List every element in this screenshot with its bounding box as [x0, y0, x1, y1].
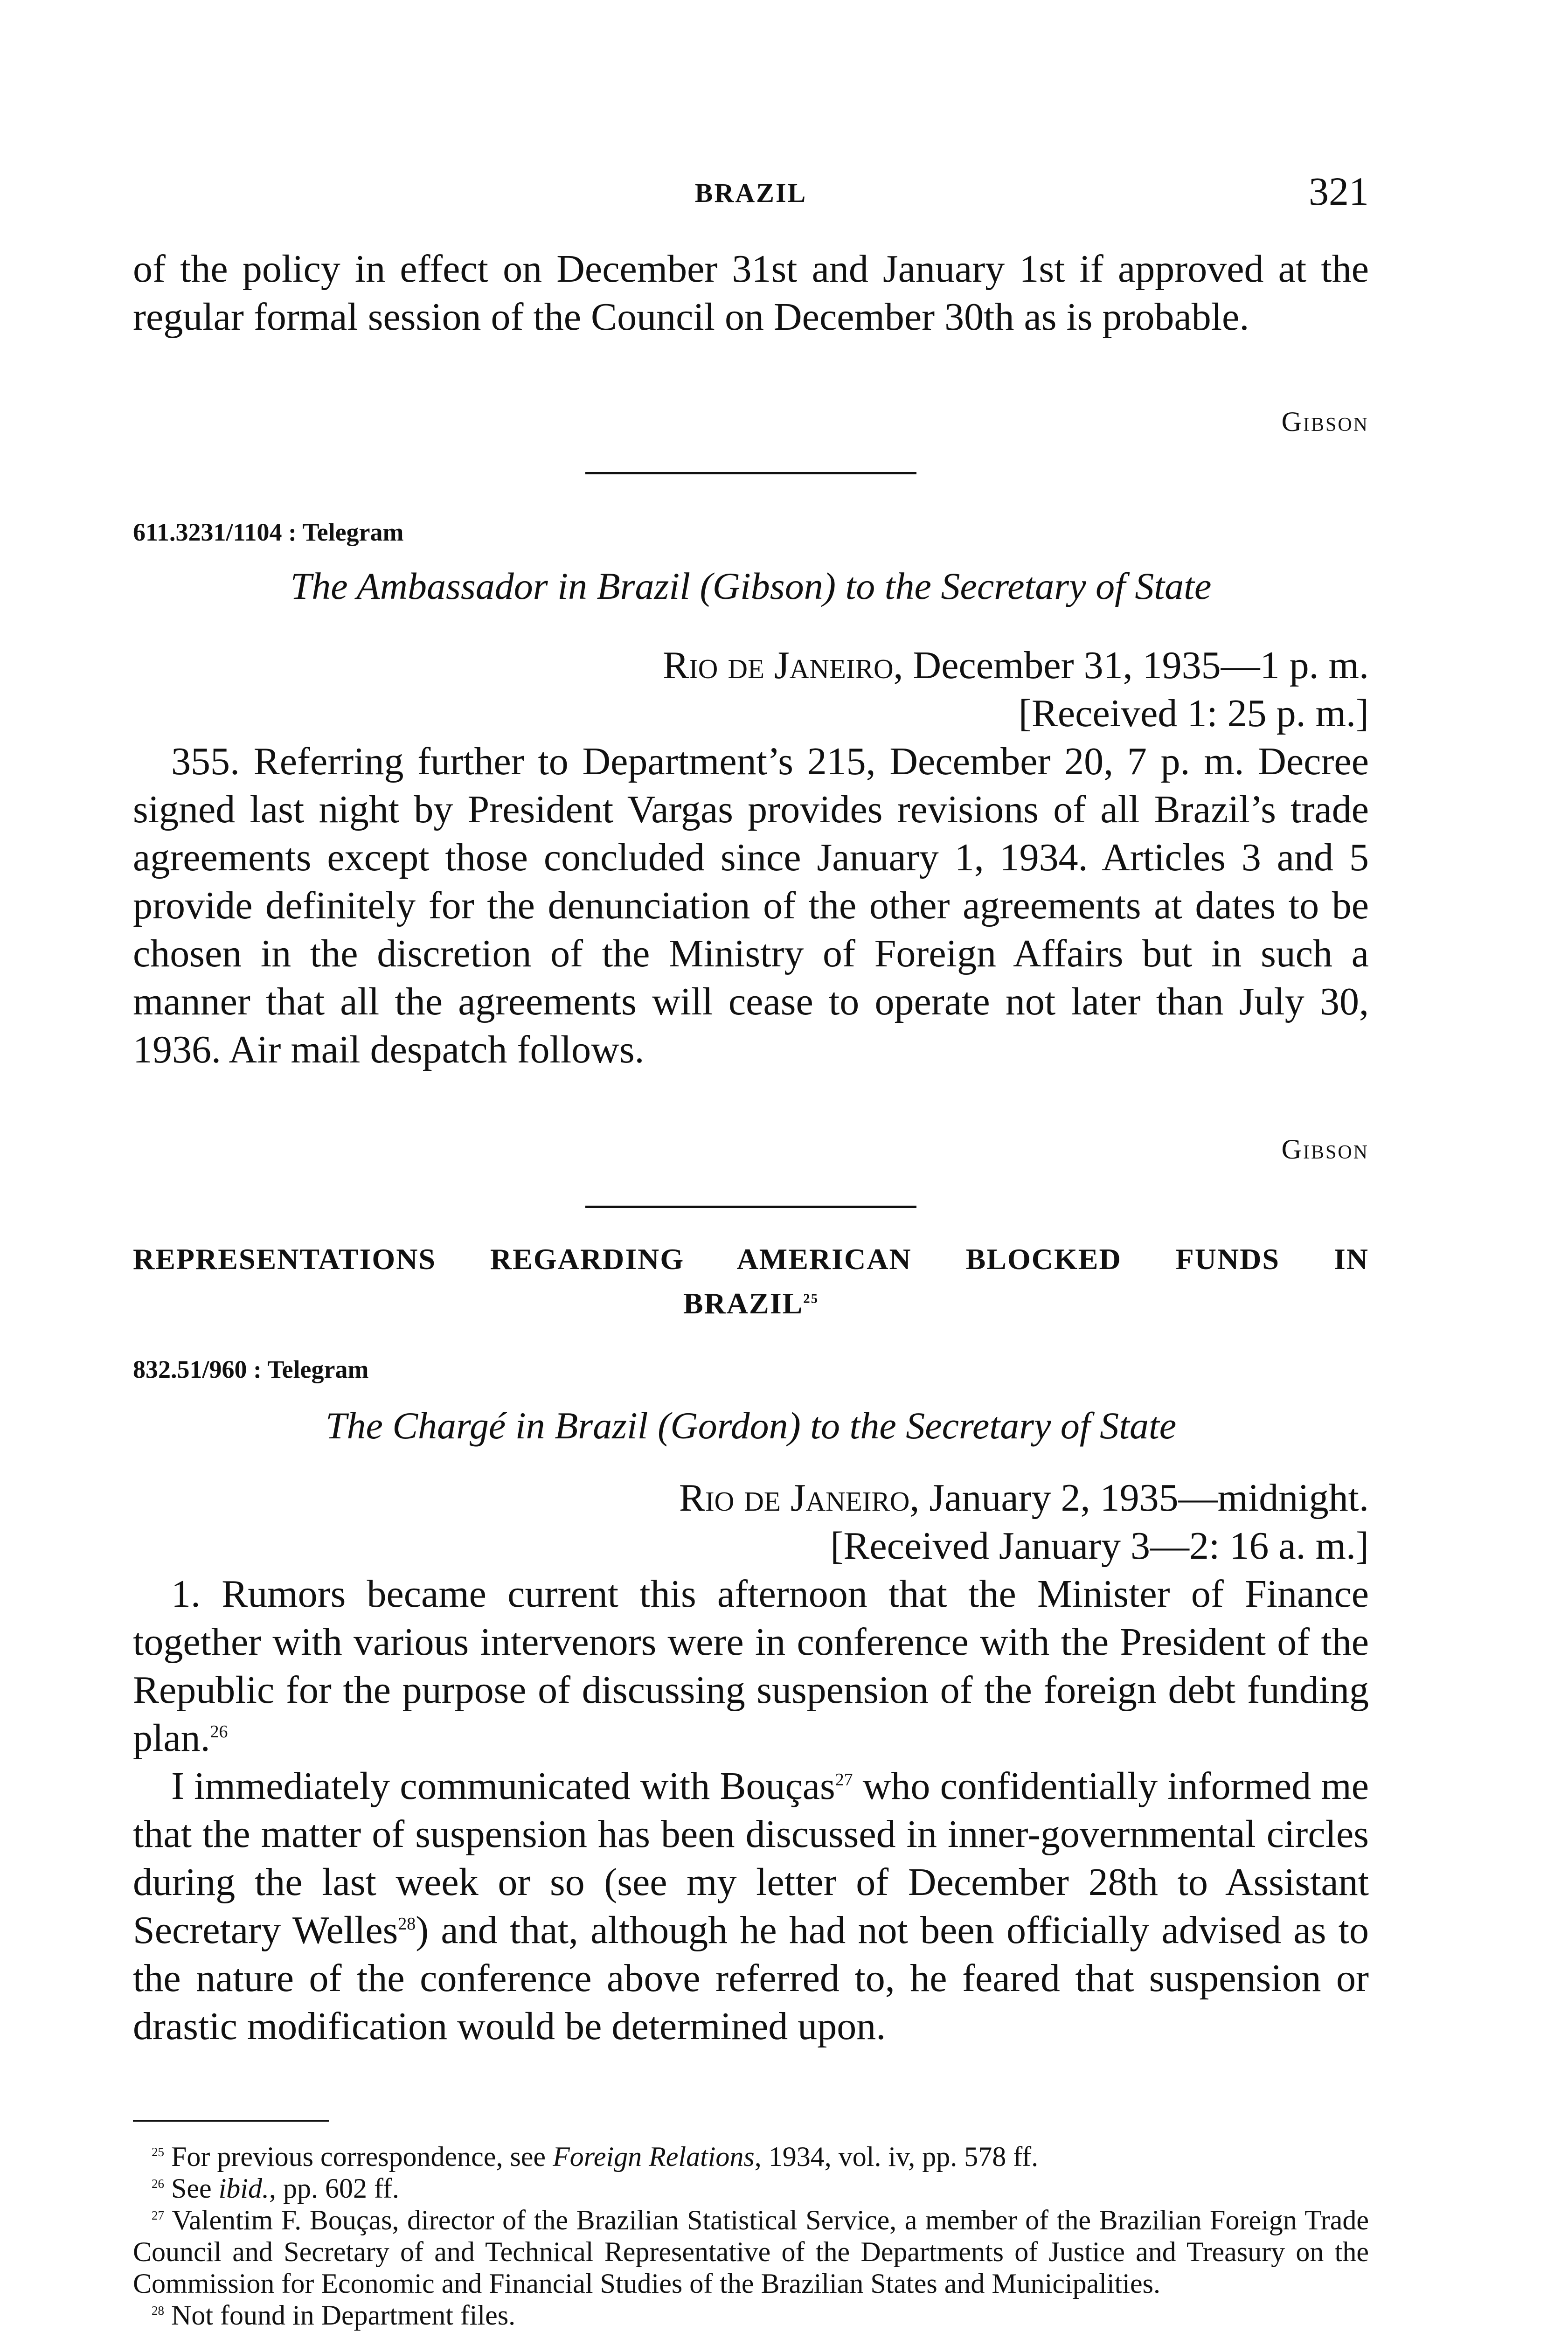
footnote-text-post: , pp. 602 ff. [269, 2173, 399, 2204]
footnote-ref-26: 26 [210, 1722, 228, 1742]
section-heading-line2 [133, 1285, 1369, 1322]
footnote-rule [133, 2120, 329, 2122]
footnote-num: 27 [152, 2208, 164, 2222]
signature-gibson-2: Gibson [1281, 1134, 1369, 1165]
footnote-ref-27: 27 [835, 1770, 853, 1790]
para-2-text-c: ) and that, although he had not been officially advised as to the nature of the conference above referred to, he feared that suspension or drastic modification would be determined upon. [133, 1909, 1369, 2048]
file-number-2: 832.51/960 : Telegram [133, 1355, 369, 1383]
telegram-body-1: 355. Referring further to Department’s 215, December 20, 7 p. m. Decree signed last night by President Vargas provides revisions of all Brazil’s trade agreements except those concluded since January 1, 1934. Articles 3 and 5 provide definitely for the denunciation of the other agreements at dates to be chosen in the discretion of the Ministry of Foreign Affairs but in such a manner that all the agreements will cease to operate not later than July 30, 1936. Air mail despatch follows. [133, 740, 1369, 1071]
signature-gibson-1: Gibson [1281, 406, 1369, 437]
footnotes [133, 2141, 1369, 2331]
footnote-ref-28: 28 [398, 1914, 416, 1934]
running-title: BRAZIL [694, 178, 807, 208]
footnote-text: Not found in Department files. [164, 2300, 516, 2331]
received-1: [Received 1: 25 p. m.] [1018, 692, 1369, 735]
footnote-title: Foreign Relations [553, 2141, 755, 2172]
footnote-27 [133, 2204, 1369, 2299]
document-heading-1: The Ambassador in Brazil (Gibson) to the Secretary of State [290, 565, 1212, 607]
page-number: 321 [1309, 169, 1369, 214]
footnote-title: ibid. [218, 2173, 269, 2204]
file-number-1: 611.3231/1104 : Telegram [133, 518, 404, 546]
dateline-date: , January 2, 1935—midnight. [909, 1476, 1369, 1520]
section-heading-line1: REPRESENTATIONS REGARDING AMERICAN BLOCKED FUNDS IN [133, 1242, 1369, 1276]
telegram-body-2-para-1 [133, 1570, 1369, 1762]
footnote-26 [133, 2172, 1369, 2204]
dateline-2 [133, 1474, 1369, 1522]
footnote-num: 25 [152, 2145, 164, 2159]
footnote-text: For previous correspondence, see [164, 2141, 553, 2172]
footnote-text: See [164, 2173, 219, 2204]
para-1-text: 1. Rumors became current this afternoon that the Minister of Finance together with various intervenors were in conference with the President of the Republic for the purpose of discussing suspension of the foreign debt funding plan. [133, 1572, 1369, 1760]
dateline-place: Rio de Janeiro [663, 644, 894, 687]
opening-paragraph: of the policy in effect on December 31st and January 1st if approved at the regular formal session of the Council on December 30th as is probable. [133, 247, 1369, 339]
footnote-28 [133, 2299, 1369, 2331]
running-head [133, 168, 1369, 215]
section-heading-text: BRAZIL [683, 1287, 804, 1320]
para-2-text-a: I immediately communicated with Bouças [171, 1764, 835, 1808]
separator-rule-2 [585, 1206, 916, 1208]
para-2-text-b: who confidentially informed me that the matter of suspension has been discussed in inner-governmental circles during the last week or so (see my letter of December 28th to Assistant Secretary Welles [133, 1764, 1369, 1952]
separator-rule [585, 472, 916, 474]
dateline-place: Rio de Janeiro [679, 1476, 910, 1520]
received-2: [Received January 3—2: 16 a. m.] [830, 1524, 1369, 1568]
dateline-date: , December 31, 1935—1 p. m. [893, 644, 1369, 687]
footnote-text: Valentim F. Bouças, director of the Brazilian Statistical Service, a member of the Brazilian Foreign Trade Council and Secretary of and Technical Representative of the Departments of Justice and Treasury on the Commission for Economic and Financial Studies of the Brazilian States and Municipalities. [133, 2205, 1369, 2299]
dateline-1 [133, 641, 1369, 689]
telegram-body-2-para-2 [133, 1762, 1369, 2050]
footnote-25 [133, 2141, 1369, 2172]
document-heading-2: The Chargé in Brazil (Gordon) to the Secretary of State [325, 1404, 1177, 1447]
footnote-num: 26 [152, 2177, 164, 2191]
footnote-text-post: , 1934, vol. iv, pp. 578 ff. [754, 2141, 1039, 2172]
footnote-ref-25: 25 [803, 1291, 819, 1306]
footnote-num: 28 [152, 2304, 164, 2318]
